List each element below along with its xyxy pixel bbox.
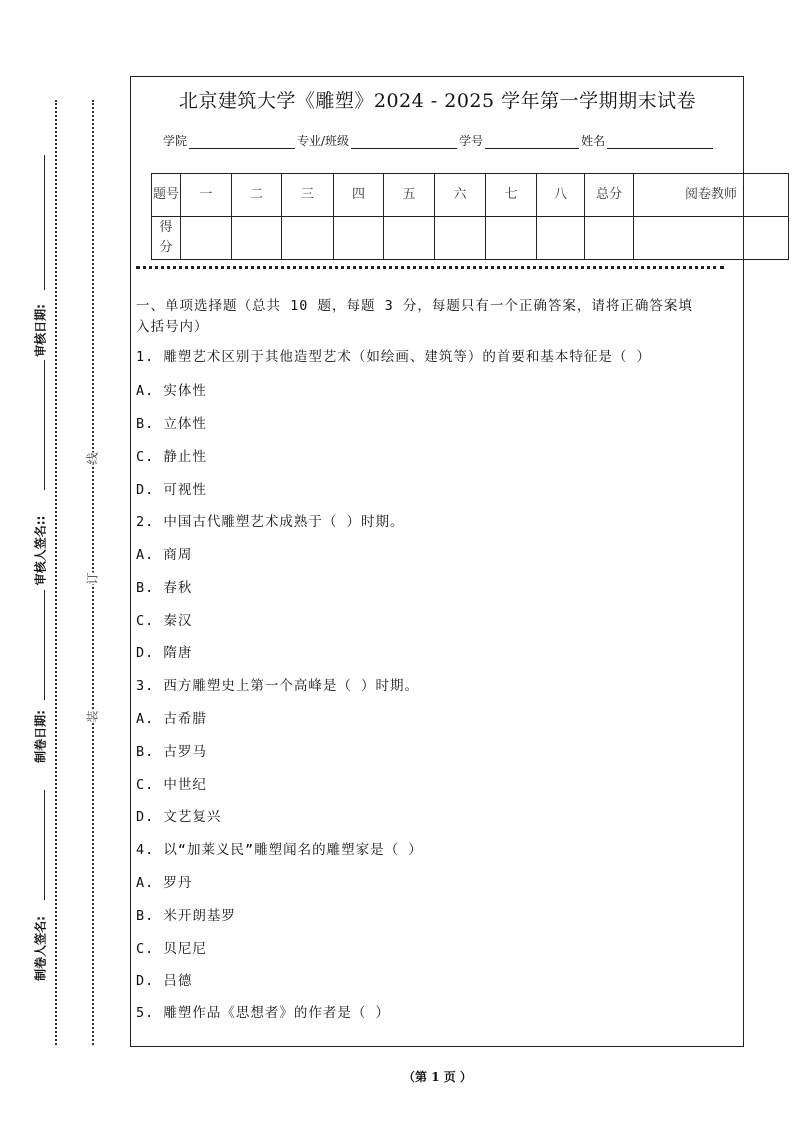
answer-option: B. 古罗马 [136,744,207,760]
name-label: 姓名 [581,134,606,148]
binding-mark-ding: 订 [82,572,103,584]
score-cell[interactable] [181,217,232,260]
signature-line [44,155,45,290]
answer-option: B. 立体性 [136,416,207,432]
table-cell: 三 [282,174,334,217]
score-cell[interactable] [334,217,384,260]
table-cell: 总分 [585,174,634,217]
major-class-label: 专业/班级 [297,134,350,148]
score-cell[interactable] [537,217,585,260]
table-cell: 四 [334,174,384,217]
table-cell: 六 [435,174,486,217]
question-stem: 1. 雕塑艺术区别于其他造型艺术（如绘画、建筑等）的首要和基本特征是（ ） [136,349,652,365]
section-heading-continued: 入括号内） [136,319,209,335]
answer-option: C. 静止性 [136,449,207,465]
score-cell[interactable] [282,217,334,260]
table-header-row [152,174,789,217]
answer-option: C. 秦汉 [136,613,193,629]
score-cell[interactable] [232,217,282,260]
paper-author-signature-label: 制卷人签名: [33,916,48,981]
section-heading: 一、单项选择题（总共 10 题，每题 3 分，每题只有一个正确答案，请将正确答案填 [136,298,693,314]
answer-option: D. 可视性 [136,482,207,498]
student-info-row [163,132,715,149]
score-cell[interactable] [486,217,537,260]
binding-mark-xian: 线 [82,452,103,464]
table-cell: 七 [486,174,537,217]
student-id-label: 学号 [459,134,484,148]
separator-dotted-line [136,266,724,269]
table-cell: 八 [537,174,585,217]
binding-dotted-line-outer [55,100,57,1045]
review-date-label: 审核日期: [33,304,48,357]
table-score-row [152,217,789,260]
exam-title: 北京建筑大学《雕塑》2024 - 2025 学年第一学期期末试卷 [178,90,697,112]
college-label: 学院 [163,134,188,148]
question-stem: 2. 中国古代雕塑艺术成熟于（ ）时期。 [136,514,405,530]
answer-option: A. 罗丹 [136,875,193,891]
question-stem: 3. 西方雕塑史上第一个高峰是（ ）时期。 [136,678,420,694]
answer-option: A. 古希腊 [136,711,207,727]
table-cell: 二 [232,174,282,217]
answer-option: A. 商周 [136,547,193,563]
score-table [151,173,789,260]
reviewer-signature-label: 审核人签名:: [33,515,48,586]
signature-line [44,360,45,490]
answer-option: C. 中世纪 [136,777,207,793]
answer-option: B. 米开朗基罗 [136,908,236,924]
table-cell: 阅卷教师 [634,174,789,217]
question-stem: 4. 以“加莱义民”雕塑闻名的雕塑家是（ ） [136,842,423,858]
table-cell: 一 [181,174,232,217]
table-cell: 题号 [152,174,181,217]
college-field[interactable] [189,136,295,149]
answer-option: B. 春秋 [136,580,193,596]
answer-option: D. 文艺复兴 [136,809,222,825]
paper-date-label: 制卷日期: [33,710,48,763]
signature-line [44,790,45,900]
table-cell: 得分 [152,217,181,260]
answer-option: A. 实体性 [136,383,207,399]
signature-line [44,590,45,700]
student-id-field[interactable] [485,136,579,149]
major-class-field[interactable] [351,136,457,149]
answer-option: D. 隋唐 [136,645,193,661]
score-cell[interactable] [585,217,634,260]
answer-option: C. 贝尼尼 [136,941,207,957]
score-cell[interactable] [634,217,789,260]
score-cell[interactable] [435,217,486,260]
page-number: （第 1 页 ） [403,1070,472,1084]
question-stem: 5. 雕塑作品《思想者》的作者是（ ） [136,1005,391,1021]
binding-mark-zhuang: 装 [82,710,103,722]
name-field[interactable] [607,136,713,149]
score-cell[interactable] [384,217,435,260]
table-cell: 五 [384,174,435,217]
answer-option: D. 吕德 [136,973,193,989]
